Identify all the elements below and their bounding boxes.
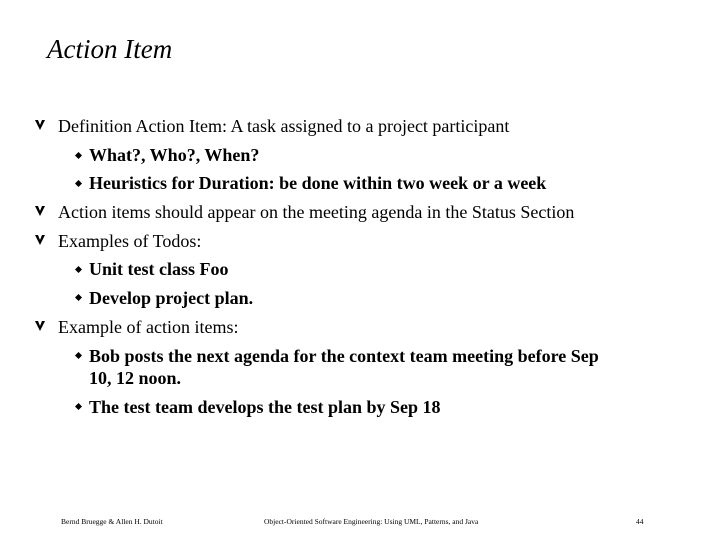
diamond-bullet-icon bbox=[75, 152, 82, 159]
checkmark-v-bullet-icon bbox=[34, 320, 46, 332]
checkmark-v-bullet-icon bbox=[34, 234, 46, 246]
slide-title: Action Item bbox=[47, 34, 173, 64]
sub-bullet-bob-posts-line1: Bob posts the next agenda for the context team meeting before Sep bbox=[89, 346, 599, 366]
sub-bullet-bob-posts-line2: 10, 12 noon. bbox=[89, 368, 182, 388]
bullet-definition bbox=[58, 115, 509, 137]
checkmark-v-bullet-icon bbox=[34, 205, 46, 217]
diamond-bullet-icon bbox=[75, 352, 82, 359]
footer-book-title: Object-Oriented Software Engineering: Using UML, Patterns, and Java bbox=[264, 517, 479, 526]
bullet-examples-todos: Examples of Todos: bbox=[58, 231, 202, 251]
sub-bullet-test-team: The test team develops the test plan by Sep 18 bbox=[89, 397, 441, 417]
footer-page-number: 44 bbox=[636, 517, 644, 526]
sub-bullet-heuristics: Heuristics for Duration: be done within two week or a week bbox=[89, 173, 547, 193]
diamond-bullet-icon bbox=[75, 403, 82, 410]
sub-bullet-bob-posts bbox=[89, 345, 599, 389]
sub-bullet-unit-test: Unit test class Foo bbox=[89, 259, 229, 279]
diamond-bullet-icon bbox=[75, 180, 82, 187]
bullet-example-action-items: Example of action items: bbox=[58, 317, 239, 337]
sub-bullet-project-plan: Develop project plan. bbox=[89, 288, 254, 308]
footer-authors: Bernd Bruegge & Allen H. Dutoit bbox=[61, 517, 163, 526]
definition-term: Definition Action Item bbox=[58, 116, 222, 136]
checkmark-v-bullet-icon bbox=[34, 119, 46, 131]
definition-text: : A task assigned to a project participant bbox=[221, 116, 510, 136]
diamond-bullet-icon bbox=[75, 266, 82, 273]
sub-bullet-what-who-when: What?, Who?, When? bbox=[89, 145, 260, 165]
bullet-action-items-agenda: Action items should appear on the meeting agenda in the Status Section bbox=[58, 202, 575, 222]
diamond-bullet-icon bbox=[75, 294, 82, 301]
